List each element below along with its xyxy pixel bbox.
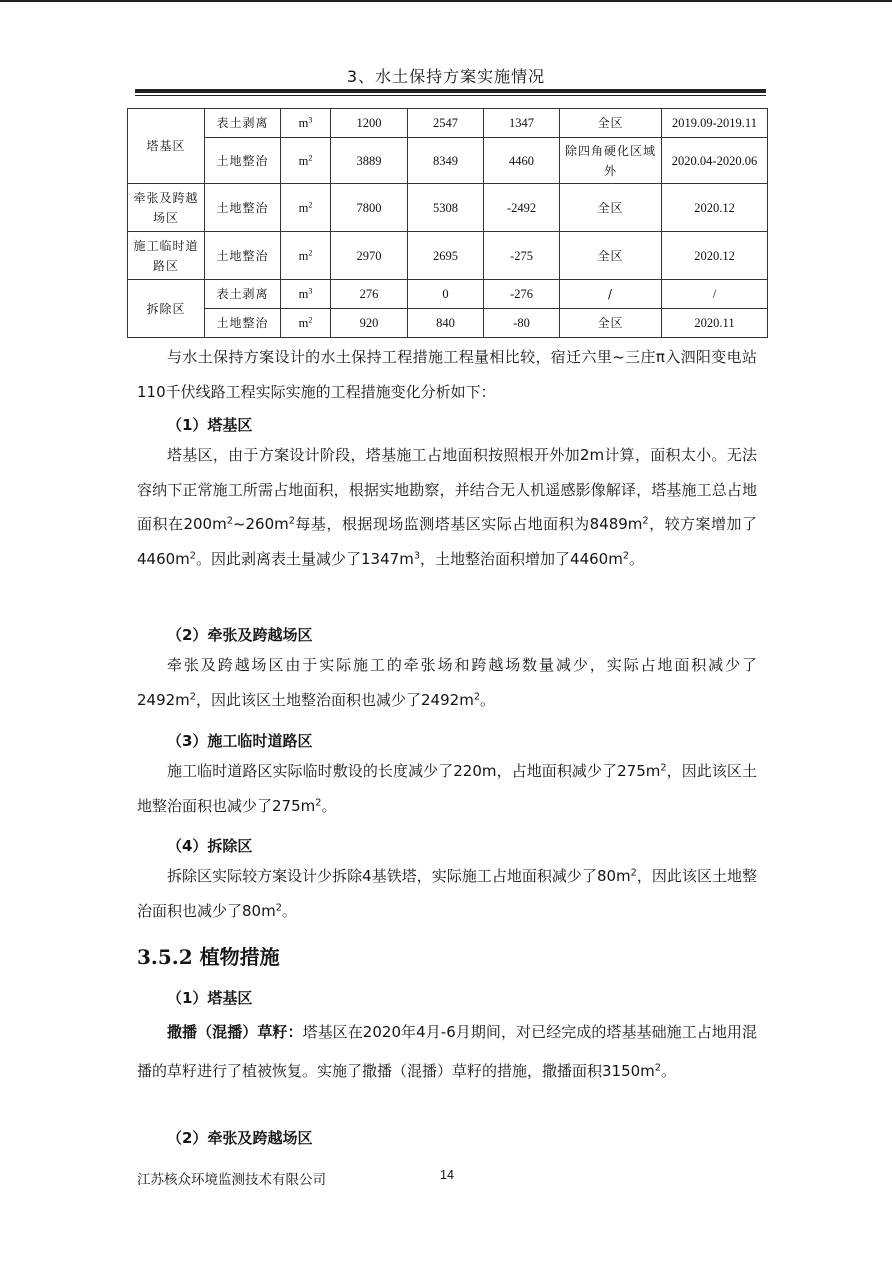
temp-road-paragraph: 施工临时道路区实际临时敷设的长度减少了220m，占地面积减少了$275m^2$，因此该区土地整治面积也减少了$275m^2$。 [137,762,757,815]
unit-cell: $m^2$ [281,138,331,184]
design-quantity-cell: 276 [331,280,408,309]
plant-tower-base-paragraph: 撒播（混播）草籽：塔基区在2020年4月-6月期间，对已经完成的塔基基础施工占地用混播的草籽进行了植被恢复。实施了撒播（混播）草籽的措施，撒播面积$3150m^2$。 [137,1023,757,1080]
design-quantity-cell: 3889 [331,138,408,184]
scope-cell: 全区 [560,184,662,232]
design-quantity-cell: 7800 [331,184,408,232]
tension-site-paragraph: 牵张及跨越场区由于实际施工的牵张场和跨越场数量减少，实际占地面积减少了$2492m^2$，因此该区土地整治面积也减少了$2492m^2$。 [137,656,757,709]
engineering-measures-table [127,108,768,338]
unit-cell: $m^2$ [281,309,331,338]
table-row [128,184,768,232]
table-row [128,280,768,309]
header-rule-thick [135,89,766,93]
table-row [128,309,768,338]
subsection-title-demolition: （4）拆除区 [167,837,253,855]
plant-subsection-title-tension-site: （2）牵张及跨越场区 [167,1129,313,1147]
change-cell: -276 [484,280,560,309]
measure-cell: 土地整治 [205,138,281,184]
actual-quantity-cell: 5308 [408,184,484,232]
tower-base-paragraph: 塔基区，由于方案设计阶段，塔基施工占地面积按照根开外加2m计算，面积太小。无法容纳下正常施工所需占地面积，根据实地勘察，并结合无人机遥感影像解译，塔基施工总占地面积在$200m^2\sim 260m^2$每基，根据现场监测塔基区实际占地面积为$8489m^2$，较方案增加了$4460m^2$。因此剥离表土量减少了$1347m^3$，土地整治面积增加了$4460m^2$。 [137,446,757,568]
page-top-border [0,0,892,2]
design-quantity-cell: 920 [331,309,408,338]
scope-cell: 全区 [560,109,662,138]
table-row [128,232,768,280]
date-cell: 2020.04-2020.06 [662,138,768,184]
demolition-paragraph: 拆除区实际较方案设计少拆除4基铁塔，实际施工占地面积减少了$80m^2$，因此该区土地整治面积也减少了$80m^2$。 [137,867,757,920]
design-quantity-cell: 1200 [331,109,408,138]
intro-paragraph: 与水土保持方案设计的水土保持工程措施工程量相比较，宿迁六里~三庄π入泗阳变电站110千伏线路工程实际实施的工程措施变化分析如下： [137,348,757,401]
change-cell: 4460 [484,138,560,184]
date-cell: 2020.12 [662,232,768,280]
scope-cell: / [560,280,662,309]
unit-cell: $m^2$ [281,232,331,280]
date-cell: 2019.09-2019.11 [662,109,768,138]
scope-cell: 除四角硬化区域外 [560,138,662,184]
zone-cell: 牵张及跨越场区 [128,184,205,232]
subsection-title-temp-road: （3）施工临时道路区 [167,732,313,750]
date-cell: 2020.11 [662,309,768,338]
page-number: 14 [440,1168,454,1182]
unit-cell: $m^3$ [281,109,331,138]
change-cell: -80 [484,309,560,338]
subsection-title-tension-site: （2）牵张及跨越场区 [167,626,313,644]
table-row [128,109,768,138]
date-cell: / [662,280,768,309]
subsection-title-tower-base: （1）塔基区 [167,416,253,434]
zone-cell: 塔基区 [128,109,205,184]
change-cell: -275 [484,232,560,280]
actual-quantity-cell: 0 [408,280,484,309]
table-row [128,138,768,184]
measure-cell: 表土剥离 [205,109,281,138]
measure-cell: 土地整治 [205,309,281,338]
zone-cell: 拆除区 [128,280,205,338]
actual-quantity-cell: 8349 [408,138,484,184]
actual-quantity-cell: 840 [408,309,484,338]
scope-cell: 全区 [560,309,662,338]
footer-company: 江苏核众环境监测技术有限公司 [137,1172,326,1188]
design-quantity-cell: 2970 [331,232,408,280]
actual-quantity-cell: 2547 [408,109,484,138]
measure-cell: 表土剥离 [205,280,281,309]
running-header: 3、水土保持方案实施情况 [346,67,546,86]
section-title-plant-measures: 3.5.2 植物措施 [137,945,280,969]
unit-cell: $m^3$ [281,280,331,309]
change-cell: 1347 [484,109,560,138]
actual-quantity-cell: 2695 [408,232,484,280]
measure-cell: 土地整治 [205,184,281,232]
unit-cell: $m^2$ [281,184,331,232]
plant-subsection-title-tower-base: （1）塔基区 [167,989,253,1007]
date-cell: 2020.12 [662,184,768,232]
header-rule-thin [135,95,766,96]
measure-cell: 土地整治 [205,232,281,280]
change-cell: -2492 [484,184,560,232]
scope-cell: 全区 [560,232,662,280]
zone-cell: 施工临时道路区 [128,232,205,280]
